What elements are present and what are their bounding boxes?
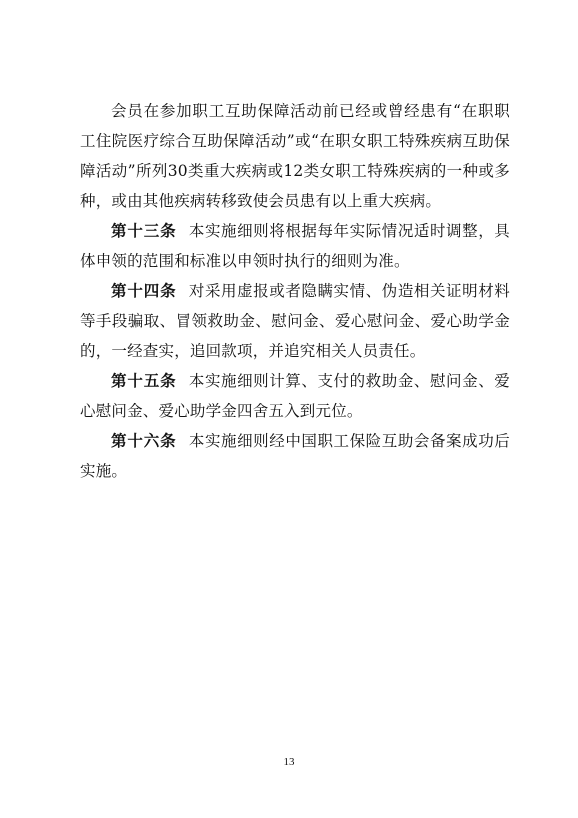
article-number: 第十五条: [111, 372, 177, 390]
article-number: 第十三条: [111, 222, 177, 240]
article-text: 对采用虚报或者隐瞒实情、伪造相关证明材料等手段骗取、冒领救助金、慰问金、爱心慰问金、爱心助学金的，一经查实，追回款项，并追究相关人员责任。: [80, 282, 510, 360]
article-number: 第十四条: [111, 282, 177, 300]
article-text: 本实施细则计算、支付的救助金、慰问金、爱心慰问金、爱心助学金四舍五入到元位。: [80, 372, 510, 420]
article-text: 本实施细则经中国职工保险互助会备案成功后实施。: [80, 432, 510, 480]
article-text: 本实施细则将根据每年实际情况适时调整，具体申领的范围和标准以申领时执行的细则为准。: [80, 222, 510, 270]
paragraph-text: 会员在参加职工互助保障活动前已经或曾经患有“在职职工住院医疗综合互助保障活动”或“在职女职工特殊疾病互助保障活动”所列30类重大疾病或12类女职工特殊疾病的一种或多种，或由其他疾病转移致使会员患有以上重大疾病。: [80, 102, 510, 210]
document-body: [80, 96, 510, 486]
article-13: [80, 216, 510, 276]
page-number: 13: [283, 756, 295, 768]
article-15: [80, 366, 510, 426]
article-14: [80, 276, 510, 366]
paragraph-preamble: [80, 96, 510, 216]
article-number: 第十六条: [111, 432, 177, 450]
article-16: [80, 426, 510, 486]
